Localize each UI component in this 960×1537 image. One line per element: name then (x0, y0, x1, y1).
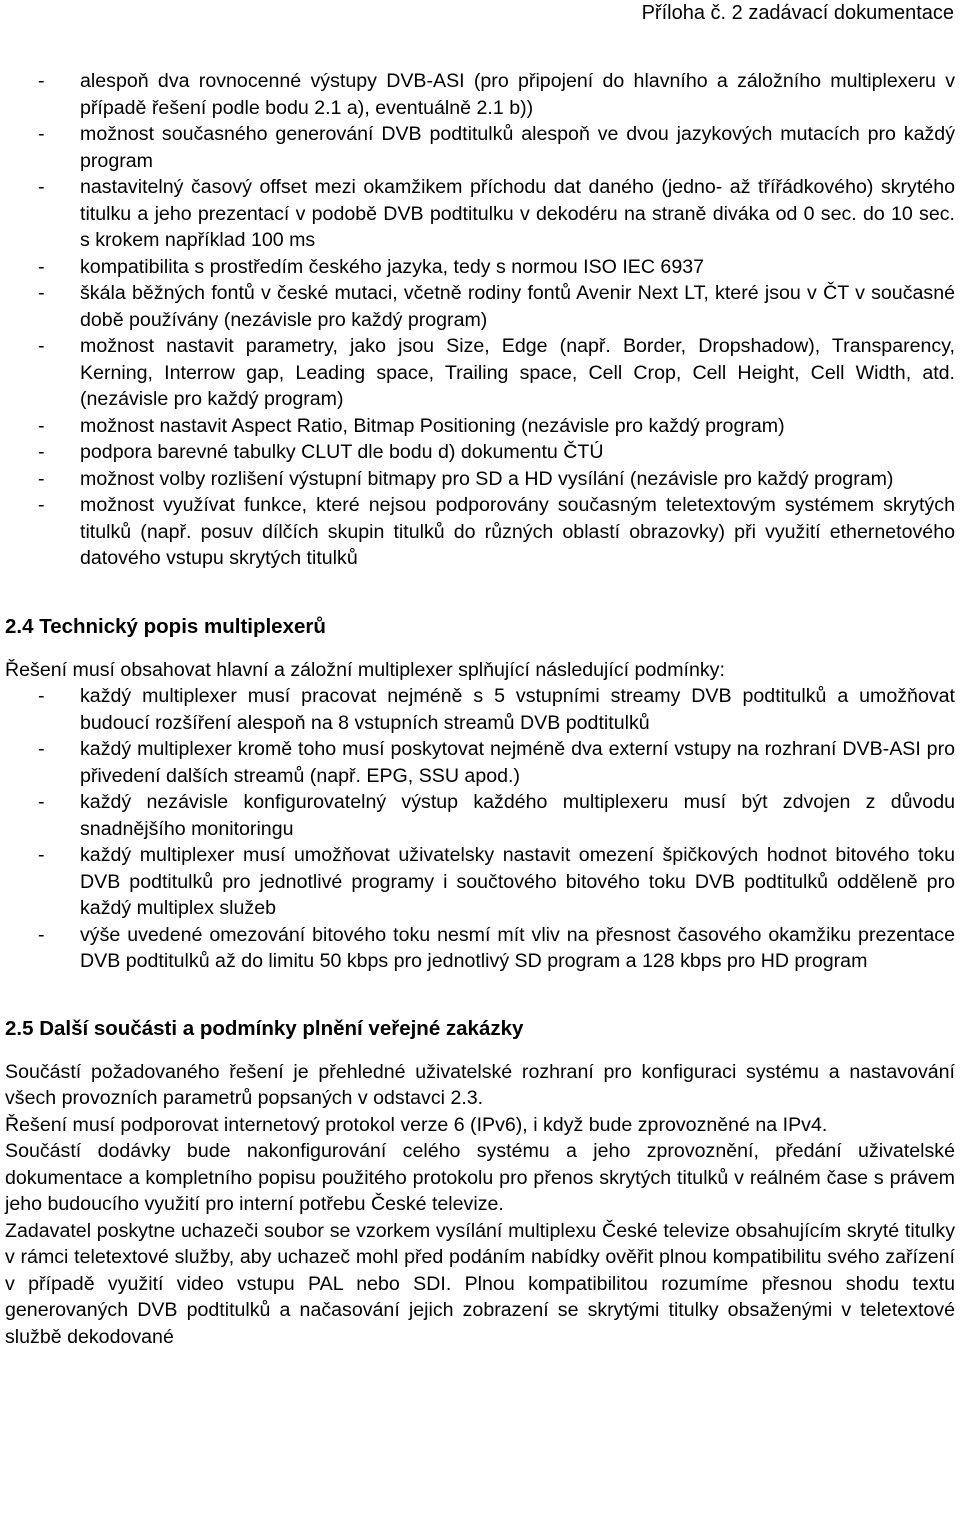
list-item (5, 121, 955, 174)
list-item (5, 254, 955, 281)
list-item (5, 333, 955, 413)
bullet-dash: - (38, 685, 45, 707)
list-item-text: každý multiplexer kromě toho musí poskytovat nejméně dva externí vstupy na rozhraní DVB-ASI pro přivedení dalších streamů (např. EPG, SSU apod.) (80, 738, 955, 787)
list-item (5, 683, 955, 736)
bullet-dash: - (38, 494, 45, 516)
list-item-text: možnost využívat funkce, které nejsou podporovány současným teletextovým systémem skrytých titulků (např. posuv dílčích skupin titulků do různých oblastí obrazovky) při využití ethernetového datového vstupu skrytých titulků (80, 494, 955, 569)
list-item (5, 413, 955, 440)
list-item (5, 280, 955, 333)
section-heading-2-5: 2.5 Další součásti a podmínky plnění veřejné zakázky (5, 1016, 524, 1040)
list-item-text: škála běžných fontů v české mutaci, včetně rodiny fontů Avenir Next LT, které jsou v ČT v současné době používány (nezávisle pro každý program) (80, 282, 955, 331)
bullet-dash: - (38, 70, 45, 92)
bullet-dash: - (38, 335, 45, 357)
list-item-text: kompatibilita s prostředím českého jazyka, tedy s normou ISO IEC 6937 (80, 255, 705, 278)
list-item (5, 68, 955, 121)
bullet-dash: - (38, 176, 45, 198)
section-heading-2-4: 2.4 Technický popis multiplexerů (5, 614, 326, 638)
list-item (5, 842, 955, 922)
list-item (5, 922, 955, 975)
page-header: Příloha č. 2 zadávací dokumentace (641, 2, 954, 24)
list-item (5, 174, 955, 254)
bullet-dash: - (38, 738, 45, 760)
paragraph: Součástí dodávky bude nakonfigurování celého systému a jeho zprovoznění, předání uživatelské dokumentace a kompletního popisu použitého protokolu pro přenos skrytých titulků v reálném čase s právem jeho budoucího využití pro interní potřebu České televize. (5, 1140, 955, 1215)
list-item-text: nastavitelný časový offset mezi okamžikem příchodu dat daného (jedno- až třířádkového) skrytého titulku a jeho prezentací v podobě DVB podtitulku v dekodéru na straně diváka od 0 sec. do 10 sec. s krokem například 100 ms (80, 176, 955, 251)
bullet-dash: - (38, 467, 45, 490)
paragraph: Zadavatel poskytne uchazeči soubor se vzorkem vysílání multiplexu České televize obsahujícím skryté titulky v rámci teletextové služby, aby uchazeč mohl před podáním nabídky ověřit plnou kompatibilitu svého zařízení v případě využití video vstupu PAL nebo SDI. Plnou kompatibilitou rozumíme přesnou shodu textu generovaných DVB podtitulků a načasování jejich zobrazení se skrytými titulky obsaženými v teletextové službě dekodované (5, 1219, 955, 1348)
list-item-text: možnost nastavit Aspect Ratio, Bitmap Positioning (nezávisle pro každý program) (80, 414, 785, 437)
list-item (5, 789, 955, 842)
bullet-dash: - (38, 791, 45, 813)
paragraph: Řešení musí podporovat internetový protokol verze 6 (IPv6), i když bude zprovozněné na IPv4. (5, 1113, 828, 1136)
list-item (5, 466, 955, 493)
list-item (5, 492, 955, 572)
list-item-text: každý multiplexer musí umožňovat uživatelsky nastavit omezení špičkových hodnot bitového toku DVB podtitulků pro jednotlivé programy i součtového bitového toku DVB podtitulků odděleně pro každý multiplex služeb (80, 844, 955, 919)
list-item-text: možnost nastavit parametry, jako jsou Size, Edge (např. Border, Dropshadow), Transparency, Kerning, Interrow gap, Leading space, Trailing space, Cell Crop, Cell Height, Cell Width, atd. (nezávisle pro každý program) (80, 335, 955, 410)
bullet-dash: - (38, 414, 45, 437)
bullet-dash: - (38, 123, 45, 145)
bullet-dash: - (38, 441, 45, 463)
multiplexer-requirements-list (5, 683, 955, 975)
list-item-text: možnost volby rozlišení výstupní bitmapy pro SD a HD vysílání (nezávisle pro každý program) (80, 467, 894, 490)
section-2-4-intro: Řešení musí obsahovat hlavní a záložní multiplexer splňující následující podmínky: (5, 658, 725, 681)
bullet-dash: - (38, 255, 45, 278)
list-item (5, 439, 955, 466)
bullet-dash: - (38, 844, 45, 866)
paragraph: Součástí požadovaného řešení je přehledné uživatelské rozhraní pro konfiguraci systému a nastavování všech provozních parametrů popsaných v odstavci 2.3. (5, 1060, 955, 1109)
list-item (5, 736, 955, 789)
bullet-dash: - (38, 923, 45, 946)
list-item-text: každý nezávisle konfigurovatelný výstup každého multiplexeru musí být zdvojen z důvodu snadnějšího monitoringu (80, 791, 955, 840)
bullet-dash: - (38, 282, 45, 304)
requirements-list-top (5, 68, 955, 572)
list-item-text: možnost současného generování DVB podtitulků alespoň ve dvou jazykových mutacích pro každý program (80, 123, 955, 172)
list-item-text: výše uvedené omezování bitového toku nesmí mít vliv na přesnost časového okamžiku prezentace DVB podtitulků až do limitu 50 kbps pro jednotlivý SD program a 128 kbps pro HD program (80, 923, 955, 972)
document-body (5, 68, 955, 1350)
list-item-text: alespoň dva rovnocenné výstupy DVB-ASI (pro připojení do hlavního a záložního multiplexeru v případě řešení podle bodu 2.1 a), eventuálně 2.1 b)) (80, 70, 955, 119)
list-item-text: každý multiplexer musí pracovat nejméně s 5 vstupními streamy DVB podtitulků a umožňovat budoucí rozšíření alespoň na 8 vstupních streamů DVB podtitulků (80, 685, 955, 734)
list-item-text: podpora barevné tabulky CLUT dle bodu d) dokumentu ČTÚ (80, 441, 604, 463)
